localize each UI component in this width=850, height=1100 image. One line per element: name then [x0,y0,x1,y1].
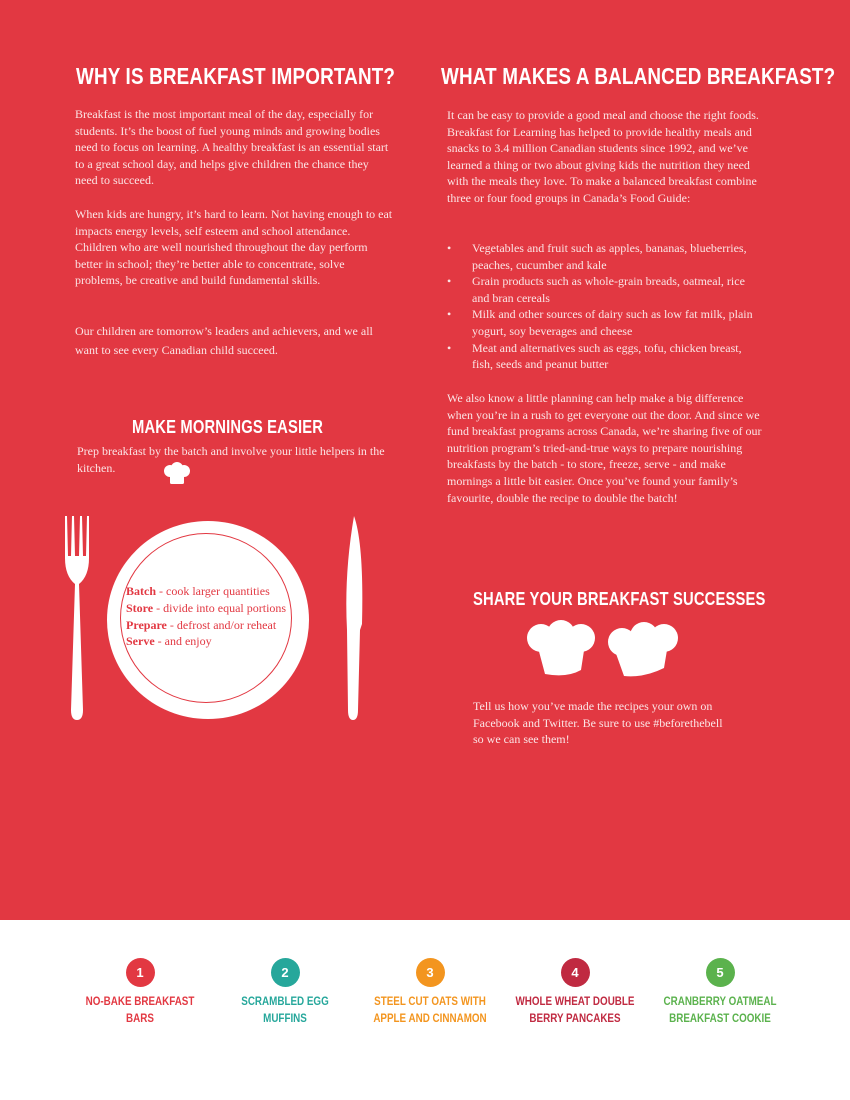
prepare-step: Prepare - defrost and/or reheat [126,617,277,632]
food-group-item: • Milk and other sources of dairy such as low fat milk, plain yogurt, soy beverages and cheese [447,307,753,338]
store-step: Store - divide into equal portions [126,600,287,615]
balanced-intro: It can be easy to provide a good meal and choose the right foods. Breakfast for Learning has helped to provide healthy meals and snacks to 3.4 million Canadian students since 1992, and we’ve learned a thing or two about giving kids the nutrition they need with the meals they love. To make a balanced breakfast combine three or four food groups in Canada’s Food Guide: [447,108,759,205]
recipe-title: STEEL CUT OATS WITH APPLE AND CINNAMON [373,994,487,1025]
knife-icon [340,514,366,724]
plate-icon [107,521,309,719]
recipe-4[interactable] [500,958,650,1027]
recipe-title: SCRAMBLED EGG MUFFINS [241,994,329,1025]
food-group-item: • Meat and alternatives such as eggs, tofu, chicken breast, fish, seeds and peanut butter [447,340,742,372]
why-paragraph-2: When kids are hungry, it’s hard to learn. Not having enough to eat impacts energy levels, self esteem and school attendance. Children who are well nourished throughout the day perform better in school; they’re better able to concentrate, solve problems, be creative and build fundamental skills. [75,207,393,288]
why-paragraph-1: Breakfast is the most important meal of the day, especially for students. It’s the boost of fuel young minds and growing bodies need to focus on learning. A healthy breakfast is an essential start to a great school day, and helps give children the chance they need to succeed. [75,107,389,188]
recipe-3[interactable] [355,958,505,1027]
batch-step: Batch - cook larger quantities [126,584,270,598]
why-heading: WHY IS BREAKFAST IMPORTANT? [76,63,396,89]
mornings-heading: MAKE MORNINGS EASIER [132,417,324,437]
food-group-item: • Grain products such as whole-grain breads, oatmeal, rice and bran cereals [447,274,745,305]
food-group-list [447,240,759,373]
chef-hat-icon [161,462,193,486]
recipe-number-badge: 2 [271,958,300,987]
food-group-item: • Vegetables and fruit such as apples, bananas, blueberries, peaches, cucumber and kale [447,241,747,272]
recipe-number-badge: 3 [416,958,445,987]
chef-hat-icon [523,620,599,680]
recipe-title: WHOLE WHEAT DOUBLE BERRY PANCAKES [515,994,635,1025]
balanced-heading: WHAT MAKES A BALANCED BREAKFAST? [441,63,836,89]
fork-icon [61,514,93,724]
recipe-number-badge: 5 [706,958,735,987]
serve-step: Serve - and enjoy [126,634,212,649]
recipe-title: CRANBERRY OATMEAL BREAKFAST COOKIE [663,994,777,1025]
share-heading: SHARE YOUR BREAKFAST SUCCESSES [473,589,766,609]
recipe-number-badge: 1 [126,958,155,987]
recipe-2[interactable] [210,958,360,1027]
chef-hat-icon [604,620,680,680]
share-text: Tell us how you’ve made the recipes your own on Facebook and Twitter. Be sure to use #beforethebell so we can see them! [473,699,723,747]
recipe-title: NO-BAKE BREAKFAST BARS [85,994,195,1025]
balanced-outro: We also know a little planning can help make a big difference when you’re in a rush to get everyone out the door. And since we fund breakfast programs across Canada, we’re sharing five of our nutrition program’s tried-and-true ways to prepare nourishing breakfasts by the batch - to store, freeze, serve - and make mornings a little bit easier. Once you’ve found your family’s favourite, double the recipe to double the batch! [447,391,762,505]
batch-steps [126,583,286,650]
mornings-text: Prep breakfast by the batch and involve your little helpers in the kitchen. [77,444,385,475]
recipe-5[interactable] [645,958,795,1027]
recipe-number-badge: 4 [561,958,590,987]
recipe-1[interactable] [65,958,215,1027]
why-paragraph-3: Our children are tomorrow’s leaders and achievers, and we all want to see every Canadian child succeed. [75,324,373,357]
